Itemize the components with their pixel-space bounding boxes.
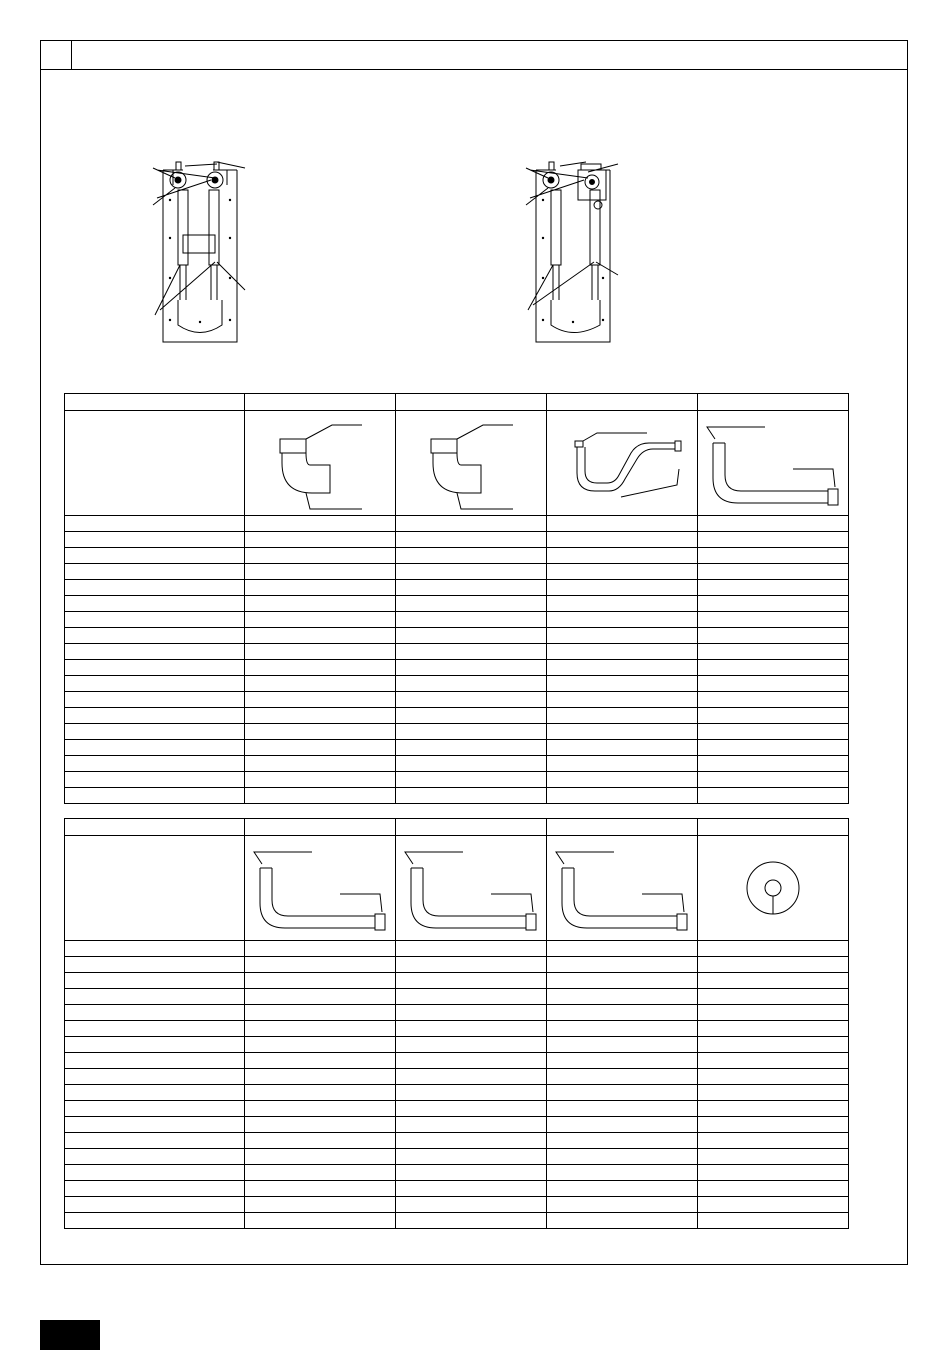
table-cell (698, 564, 849, 580)
section-header (41, 41, 907, 70)
table-row (65, 596, 849, 612)
header-cell (396, 394, 547, 411)
table-cell (65, 596, 245, 612)
s-bend-pipe-icon (547, 413, 697, 513)
table-cell (245, 1213, 396, 1229)
table-row (65, 660, 849, 676)
table-cell (245, 532, 396, 548)
table-cell (396, 1085, 547, 1101)
table-cell (698, 1181, 849, 1197)
table-cell (698, 941, 849, 957)
table-cell (547, 788, 698, 804)
table-cell (65, 564, 245, 580)
table-cell (245, 564, 396, 580)
table-cell (698, 596, 849, 612)
table-cell (547, 516, 698, 532)
table-cell (698, 516, 849, 532)
l-bend-pipe-icon (396, 838, 546, 938)
table-cell (698, 788, 849, 804)
table-cell (396, 532, 547, 548)
table-cell (396, 1037, 547, 1053)
table-cell (547, 676, 698, 692)
table-cell (698, 1021, 849, 1037)
table-cell (698, 1037, 849, 1053)
parts-table-bottom (64, 818, 849, 1229)
table-cell (698, 1085, 849, 1101)
table-cell (65, 740, 245, 756)
table-cell (396, 1117, 547, 1133)
table-cell (396, 989, 547, 1005)
table-cell (245, 989, 396, 1005)
table-cell (396, 756, 547, 772)
picture-row-label (65, 836, 245, 941)
table-row (65, 1069, 849, 1085)
table-cell (547, 1117, 698, 1133)
table-cell (547, 1197, 698, 1213)
table-cell (547, 973, 698, 989)
table-cell (396, 1101, 547, 1117)
table-cell (65, 708, 245, 724)
table-cell (698, 724, 849, 740)
table-cell (698, 1213, 849, 1229)
table-row (65, 1213, 849, 1229)
table-row (65, 1181, 849, 1197)
table-cell (396, 1069, 547, 1085)
ring-washer-icon (698, 838, 848, 938)
table-cell (698, 973, 849, 989)
table-cell (65, 1197, 245, 1213)
table-cell (245, 516, 396, 532)
table-cell (396, 957, 547, 973)
table-cell (65, 1133, 245, 1149)
table-cell (65, 1037, 245, 1053)
table-cell (245, 644, 396, 660)
table-row (65, 1021, 849, 1037)
table-cell (547, 1037, 698, 1053)
table-cell (698, 1165, 849, 1181)
table-row (65, 516, 849, 532)
table-cell (698, 772, 849, 788)
table-cell (245, 1053, 396, 1069)
table-cell (65, 644, 245, 660)
table-cell (245, 973, 396, 989)
table-cell (245, 957, 396, 973)
table-row (65, 1101, 849, 1117)
table-cell (698, 692, 849, 708)
table-cell (547, 1021, 698, 1037)
table-cell (245, 612, 396, 628)
table-row (65, 1117, 849, 1133)
table-row (65, 772, 849, 788)
table-cell (547, 1213, 698, 1229)
table-cell (245, 1117, 396, 1133)
l-bend-pipe-icon (245, 838, 395, 938)
table-cell (396, 973, 547, 989)
table-cell (547, 1181, 698, 1197)
table-cell (698, 740, 849, 756)
table-cell (65, 676, 245, 692)
header-cell (547, 819, 698, 836)
table-row (65, 989, 849, 1005)
table-cell (396, 516, 547, 532)
l-bend-pipe-icon (698, 413, 848, 513)
header-cell (547, 394, 698, 411)
table-cell (547, 1149, 698, 1165)
table-row (65, 612, 849, 628)
table-cell (396, 941, 547, 957)
table-cell (396, 1133, 547, 1149)
table-cell (245, 1005, 396, 1021)
table-cell (65, 756, 245, 772)
table-cell (245, 1165, 396, 1181)
table-cell (396, 1053, 547, 1069)
table-cell (698, 612, 849, 628)
table-cell (698, 708, 849, 724)
table-cell (547, 1133, 698, 1149)
table-cell (245, 772, 396, 788)
table-cell (65, 957, 245, 973)
table-cell (396, 708, 547, 724)
table-cell (65, 772, 245, 788)
table-cell (65, 724, 245, 740)
table-cell (245, 708, 396, 724)
table-row (65, 628, 849, 644)
part-picture-cell (245, 411, 396, 516)
l-bend-pipe-icon (547, 838, 697, 938)
header-cell (396, 819, 547, 836)
elbow-pipe-icon (396, 413, 546, 513)
table-row (65, 788, 849, 804)
table-cell (245, 1037, 396, 1053)
table-cell (547, 941, 698, 957)
table-cell (396, 1181, 547, 1197)
table-cell (547, 1053, 698, 1069)
table-cell (547, 1165, 698, 1181)
table-cell (396, 644, 547, 660)
part-picture-cell (396, 411, 547, 516)
table-cell (65, 516, 245, 532)
header-cell (245, 819, 396, 836)
table-cell (245, 1021, 396, 1037)
table-row (65, 676, 849, 692)
table-cell (698, 1005, 849, 1021)
table-cell (547, 989, 698, 1005)
table-cell (245, 1197, 396, 1213)
table-cell (698, 644, 849, 660)
table-row (65, 1197, 849, 1213)
table-cell (245, 1085, 396, 1101)
table-cell (547, 580, 698, 596)
table-cell (65, 548, 245, 564)
part-picture-cell (698, 411, 849, 516)
table-row (65, 1149, 849, 1165)
table-cell (396, 1213, 547, 1229)
table-row (65, 1037, 849, 1053)
table-cell (547, 708, 698, 724)
part-picture-cell (245, 836, 396, 941)
table-cell (65, 1053, 245, 1069)
table-cell (65, 1213, 245, 1229)
table-row (65, 708, 849, 724)
parts-table-top (64, 393, 849, 804)
table-row (65, 1005, 849, 1021)
table-row (65, 564, 849, 580)
table-cell (65, 580, 245, 596)
table-cell (547, 532, 698, 548)
table-cell (547, 756, 698, 772)
table-cell (698, 676, 849, 692)
table-cell (698, 628, 849, 644)
table-cell (698, 756, 849, 772)
table-cell (245, 724, 396, 740)
table-cell (65, 1101, 245, 1117)
table-cell (245, 1101, 396, 1117)
table-cell (698, 1133, 849, 1149)
table-cell (65, 1149, 245, 1165)
table-row (65, 1053, 849, 1069)
table-cell (547, 1069, 698, 1085)
table-cell (65, 1117, 245, 1133)
table-cell (547, 596, 698, 612)
table-row (65, 740, 849, 756)
table-cell (245, 1149, 396, 1165)
table-cell (698, 532, 849, 548)
service-valve-unit-left-drawing (145, 150, 255, 345)
table-row (65, 724, 849, 740)
table-cell (65, 941, 245, 957)
table-cell (698, 1149, 849, 1165)
table-cell (65, 660, 245, 676)
table-row (65, 548, 849, 564)
table-cell (547, 1085, 698, 1101)
table-cell (698, 1117, 849, 1133)
part-picture-cell (396, 836, 547, 941)
table-cell (396, 772, 547, 788)
section-number (41, 41, 72, 69)
header-cell (65, 394, 245, 411)
table-row (65, 1085, 849, 1101)
table-cell (245, 676, 396, 692)
table-cell (396, 612, 547, 628)
table-cell (245, 1181, 396, 1197)
table-cell (698, 1101, 849, 1117)
table-cell (65, 692, 245, 708)
table-cell (396, 548, 547, 564)
table-cell (65, 612, 245, 628)
table-cell (245, 756, 396, 772)
table-cell (396, 724, 547, 740)
table-cell (396, 628, 547, 644)
table-cell (547, 660, 698, 676)
table-cell (65, 628, 245, 644)
table-cell (547, 628, 698, 644)
table-cell (65, 989, 245, 1005)
table-cell (547, 724, 698, 740)
table-cell (698, 1053, 849, 1069)
table-cell (245, 628, 396, 644)
table-cell (396, 1005, 547, 1021)
header-cell (65, 819, 245, 836)
table-cell (396, 1197, 547, 1213)
table-row (65, 692, 849, 708)
table-cell (245, 788, 396, 804)
table-cell (547, 612, 698, 628)
table-row (65, 973, 849, 989)
table-row (65, 756, 849, 772)
table-row (65, 532, 849, 548)
table-cell (547, 644, 698, 660)
table-cell (245, 580, 396, 596)
table-cell (396, 676, 547, 692)
table-cell (65, 1069, 245, 1085)
table-cell (65, 973, 245, 989)
table-cell (698, 1197, 849, 1213)
table-cell (396, 1149, 547, 1165)
table-cell (396, 564, 547, 580)
table-cell (245, 548, 396, 564)
table-cell (65, 1005, 245, 1021)
table-cell (396, 740, 547, 756)
table-cell (245, 740, 396, 756)
table-cell (396, 1165, 547, 1181)
table-cell (245, 1133, 396, 1149)
part-picture-cell (698, 836, 849, 941)
table-cell (65, 1085, 245, 1101)
table-row (65, 1133, 849, 1149)
table-cell (245, 692, 396, 708)
table-cell (396, 596, 547, 612)
table-row (65, 644, 849, 660)
table-row (65, 1165, 849, 1181)
table-cell (396, 1021, 547, 1037)
table-cell (547, 1101, 698, 1117)
service-valve-unit-right-drawing (518, 150, 628, 345)
table-cell (547, 772, 698, 788)
table-cell (396, 580, 547, 596)
table-row (65, 957, 849, 973)
part-picture-cell (547, 836, 698, 941)
table-cell (547, 548, 698, 564)
table-cell (698, 1069, 849, 1085)
page-number-tab (40, 1320, 100, 1350)
table-cell (396, 788, 547, 804)
table-row (65, 941, 849, 957)
table-cell (698, 580, 849, 596)
table-cell (547, 692, 698, 708)
table-cell (698, 957, 849, 973)
table-row (65, 580, 849, 596)
table-cell (65, 532, 245, 548)
header-cell (698, 819, 849, 836)
picture-row-label (65, 411, 245, 516)
table-cell (245, 941, 396, 957)
elbow-pipe-icon (245, 413, 395, 513)
table-cell (245, 596, 396, 612)
table-cell (547, 957, 698, 973)
table-cell (547, 740, 698, 756)
part-picture-cell (547, 411, 698, 516)
header-cell (698, 394, 849, 411)
table-cell (65, 1165, 245, 1181)
table-cell (698, 989, 849, 1005)
table-cell (65, 1181, 245, 1197)
table-cell (65, 788, 245, 804)
header-cell (245, 394, 396, 411)
table-cell (245, 660, 396, 676)
table-cell (698, 548, 849, 564)
table-cell (396, 660, 547, 676)
table-cell (396, 692, 547, 708)
table-cell (698, 660, 849, 676)
table-cell (547, 1005, 698, 1021)
table-cell (547, 564, 698, 580)
table-cell (65, 1021, 245, 1037)
table-cell (245, 1069, 396, 1085)
